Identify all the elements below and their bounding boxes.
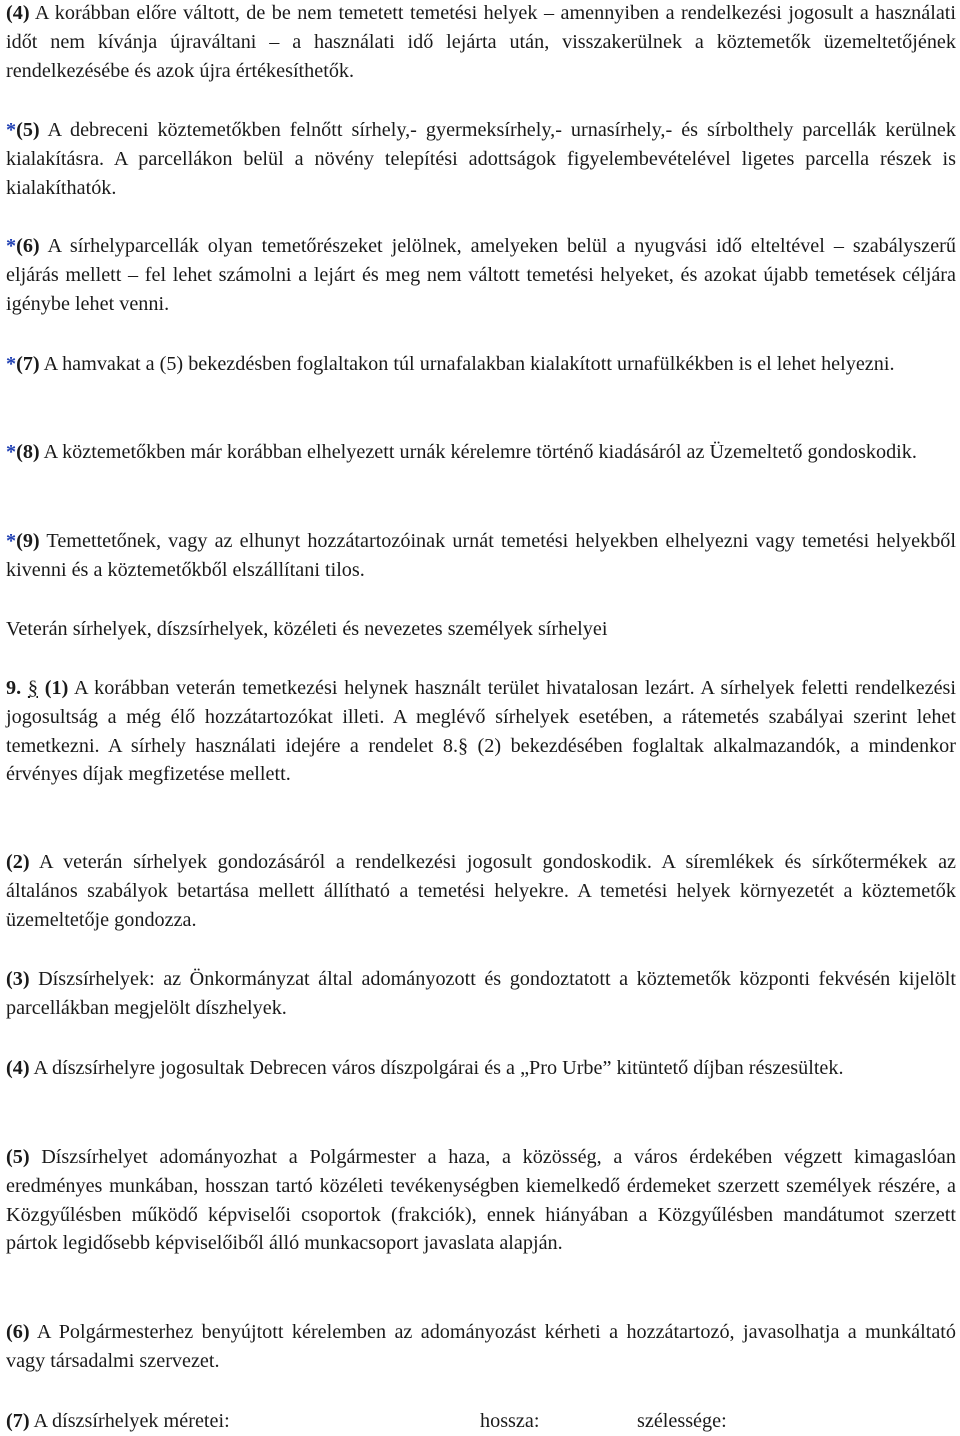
paragraph-text: Díszsírhelyek: az Önkormányzat által adományozott és gondoztatott a köztemetők központi fekvésén kijelölt parcellákban megjelölt díszhelyek. xyxy=(6,968,956,1019)
paragraph-number: (1) xyxy=(44,677,69,699)
amendment-star-link[interactable]: * xyxy=(6,353,17,375)
paragraph-7-lead xyxy=(6,1407,230,1436)
paragraph-number: (5) xyxy=(6,1146,30,1168)
paragraph-text: A veterán sírhelyek gondozásáról a rendelkezési jogosult gondoskodik. A síremlékek és sírkőtermékek az általános szabályok betartása mellett állítható a temetési helyekre. A temetési helyek környezetét a köztemetők üzemeltetője gondozza. xyxy=(6,851,956,931)
paragraph-text: A debreceni köztemetőkben felnőtt sírhely,- gyermeksírhely,- urnasírhely,- és sírbolthely parcellák kerülnek kialakításra. A parcellákon belül a növény telepítési adottságok figyelembevételével ligetes parcella részek is kialakíthatók. xyxy=(6,119,956,199)
paragraph-text: A köztemetőkben már korábban elhelyezett urnák kérelemre történő kiadásáról az Üzemeltető gondoskodik. xyxy=(39,441,917,463)
paragraph-number: (2) xyxy=(6,851,30,873)
paragraph-number: (4) xyxy=(6,1057,30,1079)
section-number: 9. xyxy=(6,677,22,699)
section-9-paragraph-5 xyxy=(6,1143,956,1258)
paragraph-number: (9) xyxy=(16,530,40,552)
section-9-paragraph-2 xyxy=(6,848,956,934)
section-heading: Veterán sírhelyek, díszsírhelyek, közéleti és nevezetes személyek sírhelyei xyxy=(6,618,608,640)
paragraph-5a xyxy=(6,116,956,202)
paragraph-number: (8) xyxy=(16,441,40,463)
paragraph-text: Díszsírhelyet adományozhat a Polgármester a haza, a közösség, a város érdekében végzett kimagaslóan eredményes munkában, hosszan tartó közéleti tevékenységben kiemelkedő érdemeket szerzett személyek részére, a Közgyűlésben működő képviselői csoportok (frakciók), ennek hiányában a Közgyűlésben mandátumot szerzett pártok legidősebb képviselőiből álló munkacsoport javaslata alapján. xyxy=(6,1146,956,1255)
amendment-star-link[interactable]: * xyxy=(6,119,17,141)
section-9-paragraph-3 xyxy=(6,965,956,1023)
paragraph-text: A Polgármesterhez benyújtott kérelemben az adományozást kérheti a hozzátartozó, javasolhatja a munkáltató vagy társadalmi szervezet. xyxy=(6,1321,956,1372)
section-9-paragraph-6 xyxy=(6,1318,956,1376)
section-9-paragraph-1 xyxy=(6,674,956,789)
paragraph-text: A hamvakat a (5) bekezdésben foglaltakon túl urnafalakban kialakított urnafülkékben is el lehet helyezni. xyxy=(39,353,895,375)
paragraph-number: (6) xyxy=(16,235,40,257)
paragraph-number: (3) xyxy=(6,968,30,990)
paragraph-4a xyxy=(6,0,956,85)
paragraph-6a xyxy=(6,232,956,318)
paragraph-text: A korábban előre váltott, de be nem temetett temetési helyek – amennyiben a rendelkezési jogosult a használati időt nem kívánja újraváltani – a használati idő lejárta után, visszakerülnek a köztemetők üzemeltetőjének rendelkezésébe és azok újra értékesíthetők. xyxy=(6,2,956,82)
paragraph-7a xyxy=(6,350,956,379)
paragraph-text: Temettetőnek, vagy az elhunyt hozzátartozóinak urnát temetési helyekben elhelyezni vagy temetési helyekből kivenni és a köztemetőkből elszállítani tilos. xyxy=(6,530,956,581)
section-sign-link[interactable]: § xyxy=(27,677,38,699)
width-label: szélessége: xyxy=(637,1410,727,1432)
paragraph-text: A korábban veterán temetkezési helynek használt terület hivatalosan lezárt. A sírhelyek feletti rendelkezési jogosultság a még élő hozzátartozókat illeti. A meglévő sírhelyek esetében, a rátemetés szabályai szerint lehet temetkezni. A sírhely használati idejére a rendelet 8.§ (2) bekezdésében foglaltak alkalmazandók, a mindenkor érvényes díjak megfizetése mellett. xyxy=(6,677,957,786)
paragraph-text: A sírhelyparcellák olyan temetőrészeket jelölnek, amelyeken belül a nyugvási idő elteltével – szabályszerű eljárás mellett – fel lehet számolni a lejárt és meg nem váltott temetési helyeket, és azokat újabb temetések céljára igénybe lehet venni. xyxy=(6,235,956,315)
paragraph-9a xyxy=(6,527,956,585)
paragraph-number: (4) xyxy=(6,2,30,24)
paragraph-number: (7) xyxy=(16,353,40,375)
length-label: hossza: xyxy=(480,1410,540,1432)
amendment-star-link[interactable]: * xyxy=(6,441,17,463)
paragraph-8a xyxy=(6,438,956,467)
paragraph-text: A díszsírhelyre jogosultak Debrecen város díszpolgárai és a „Pro Urbe” kitüntető díjban részesültek. xyxy=(29,1057,844,1079)
paragraph-number: (6) xyxy=(6,1321,30,1343)
amendment-star-link[interactable]: * xyxy=(6,235,17,257)
section-9-paragraph-4 xyxy=(6,1054,956,1083)
paragraph-text: A díszsírhelyek méretei: xyxy=(29,1410,230,1432)
amendment-star-link[interactable]: * xyxy=(6,530,17,552)
paragraph-number: (5) xyxy=(16,119,40,141)
paragraph-number: (7) xyxy=(6,1410,30,1432)
